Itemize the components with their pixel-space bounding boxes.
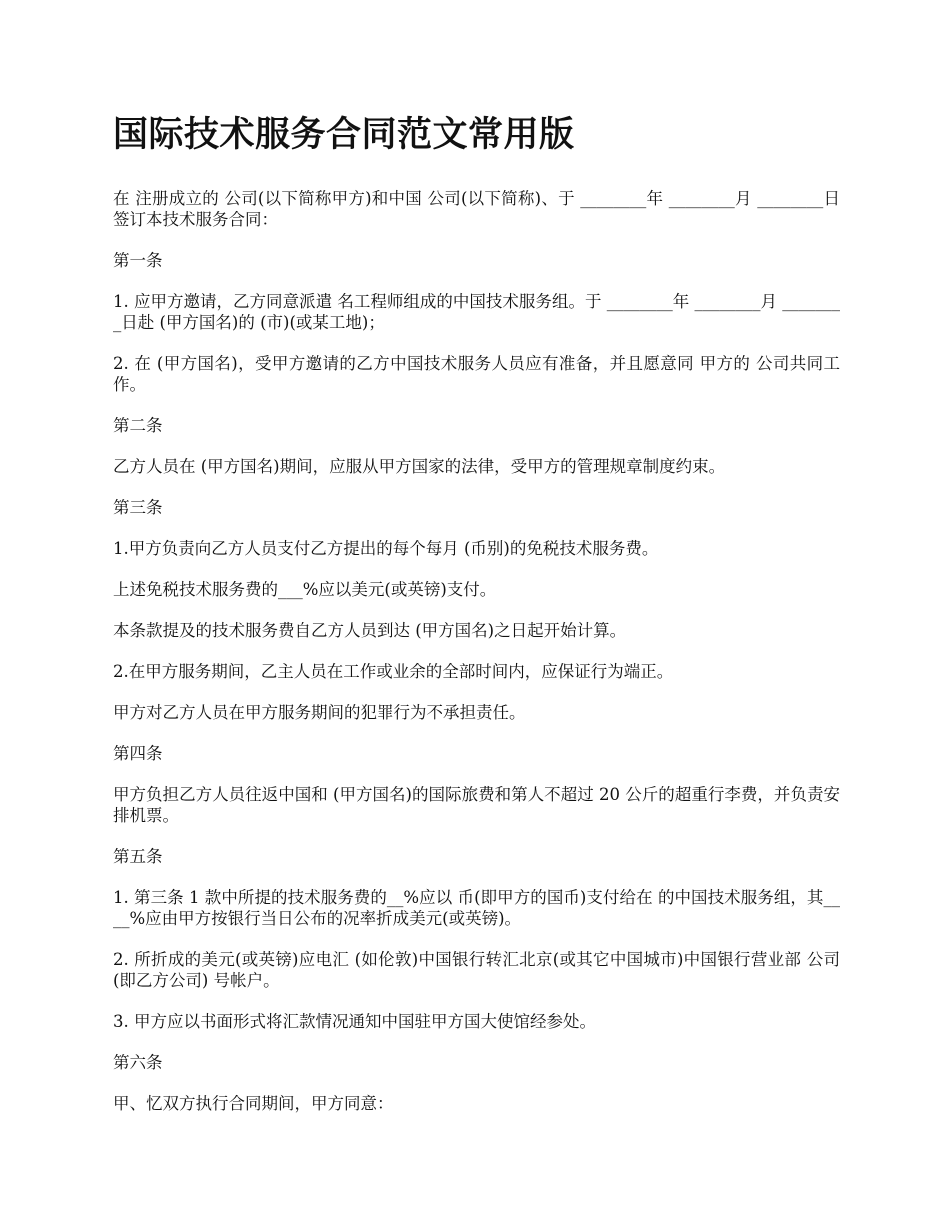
article-5-heading: 第五条 — [113, 847, 163, 866]
article-1-clause-2: 2. 在 (甲方国名)，受甲方邀请的乙方中国技术服务人员应有准备，并且愿意同 甲方的 公司共同工作。 — [113, 354, 840, 394]
article-4-text: 甲方负担乙方人员往返中国和 (甲方国名)的国际旅费和第人不超过 20 公斤的超重行李费，并负责安排机票。 — [113, 785, 840, 825]
document-title: 国际技术服务合同范文常用版 — [113, 115, 575, 155]
article-5-clause-1: 1. 第三条 1 款中所提的技术服务费的__%应以 币(即甲方的国币)支付给在 的中国技术服务组，其____%应由甲方按银行当日公布的况率折成美元(或英镑)。 — [113, 888, 840, 928]
article-5-clause-3: 3. 甲方应以书面形式将汇款情况通知中国驻甲方国大使馆经参处。 — [113, 1012, 596, 1031]
article-5-clause-2: 2. 所折成的美元(或英镑)应电汇 (如伦敦)中国银行转汇北京(或其它中国城市)中国银行营业部 公司(即乙方公司) 号帐户。 — [113, 950, 840, 990]
article-3-paragraph: 本条款提及的技术服务费自乙方人员到达 (甲方国名)之日起开始计算。 — [113, 621, 627, 640]
article-2-heading: 第二条 — [113, 416, 163, 435]
article-6-heading: 第六条 — [113, 1053, 163, 1072]
document-page — [113, 108, 840, 1134]
article-3-heading: 第三条 — [113, 498, 163, 517]
article-3-paragraph: 甲方对乙方人员在甲方服务期间的犯罪行为不承担责任。 — [113, 703, 526, 722]
article-3-clause-1: 1.甲方负责向乙方人员支付乙方提出的每个每月 (币别)的免税技术服务费。 — [113, 539, 659, 558]
article-2-text: 乙方人员在 (甲方国名)期间，应服从甲方国家的法律，受甲方的管理规章制度约束。 — [113, 457, 726, 476]
article-4-heading: 第四条 — [113, 744, 163, 763]
article-3-clause-2: 2.在甲方服务期间，乙主人员在工作或业余的全部时间内，应保证行为端正。 — [113, 662, 674, 681]
intro-paragraph: 在 注册成立的 公司(以下简称甲方)和中国 公司(以下简称)、于 ________年 ________月 ________日签订本技术服务合同： — [113, 189, 840, 229]
article-3-paragraph: 上述免税技术服务费的___%应以美元(或英镑)支付。 — [113, 580, 497, 599]
article-1-heading: 第一条 — [113, 251, 163, 270]
article-1-clause-1: 1. 应甲方邀请，乙方同意派遣 名工程师组成的中国技术服务组。于 ________年 ________月 ________日赴 (甲方国名)的 (市)(或某工地)； — [113, 292, 840, 332]
article-6-text: 甲、忆双方执行合同期间，甲方同意： — [113, 1094, 394, 1113]
